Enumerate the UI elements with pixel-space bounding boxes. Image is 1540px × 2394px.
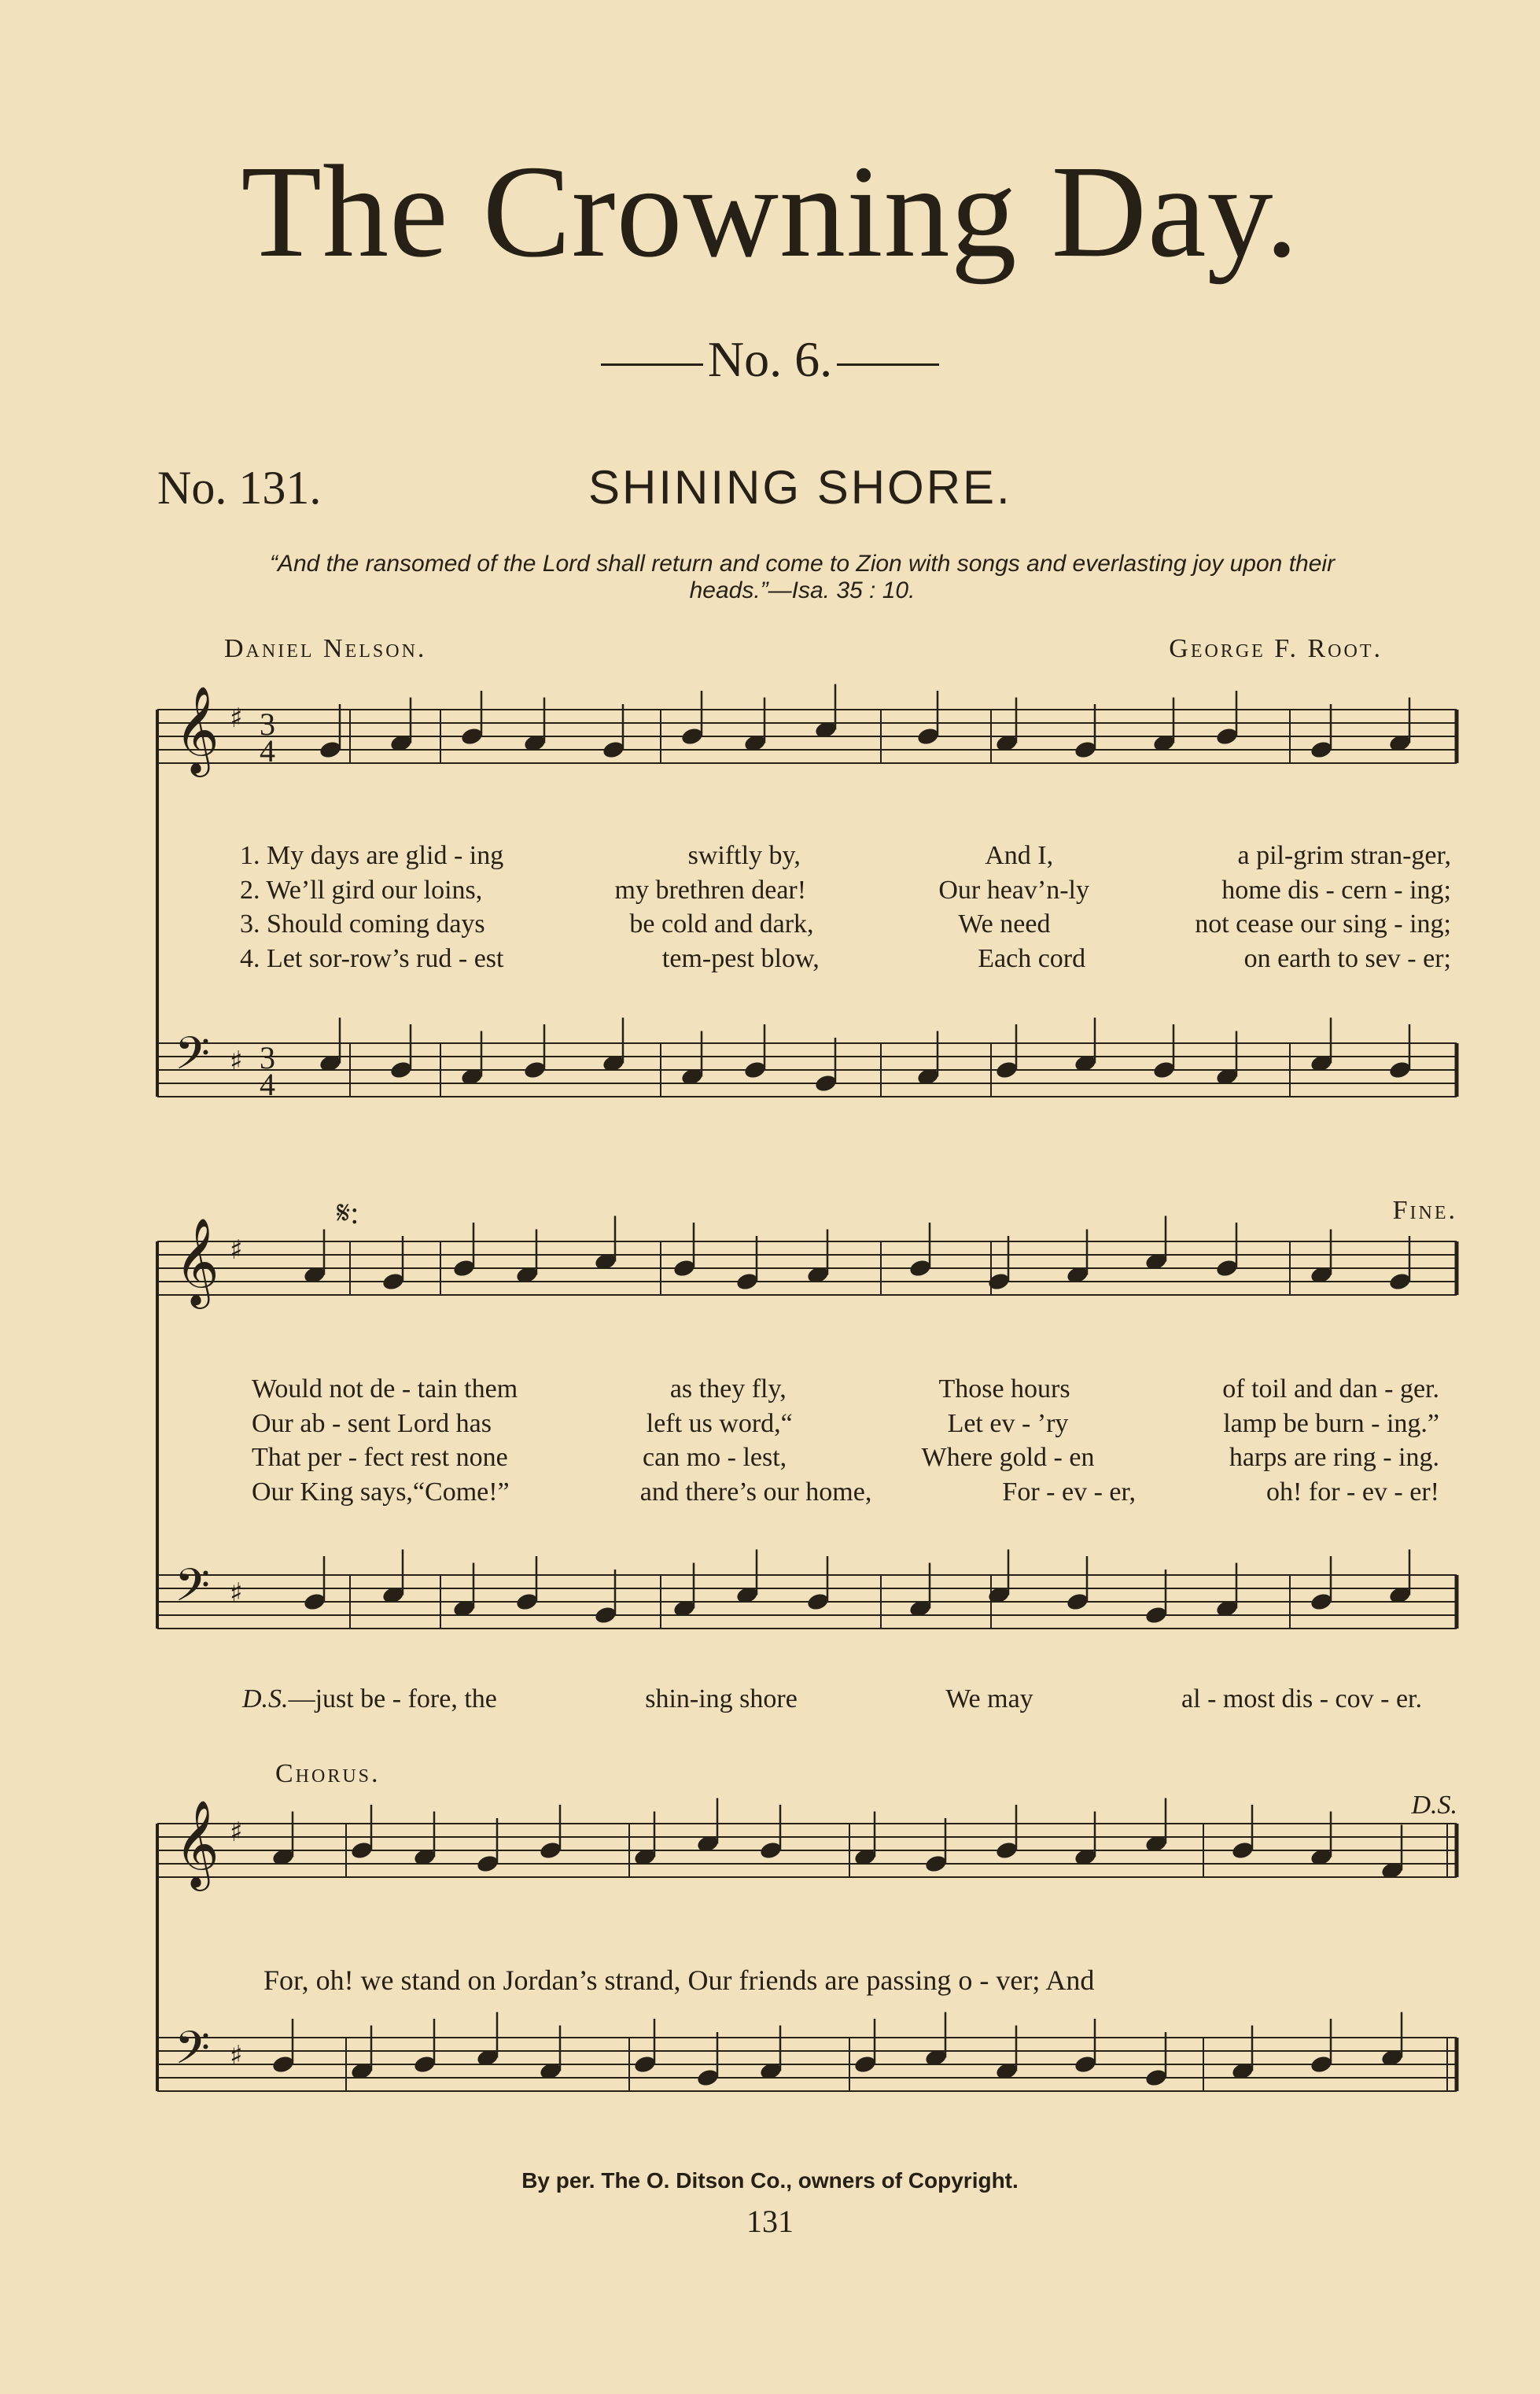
note-head [759,1840,783,1861]
verse-text: We may [945,1684,1033,1713]
fine-mark: Fine. [1392,1196,1457,1225]
note-head [995,1840,1019,1861]
verse-2 [240,873,1451,908]
verse-text: Our heav’n-ly [938,875,1089,905]
verse-text: my brethren dear! [614,875,807,905]
ds-mark: D.S. [1411,1791,1457,1820]
continuation-3 [252,1440,1439,1475]
ds-segment [242,1684,497,1714]
composer-credit: George F. Root. [1169,634,1383,663]
verse-text: a pil-grim stran-ger, [1237,841,1451,870]
scripture-epigraph: “And the ransomed of the Lord shall return and come to Zion with songs and everlasting joy upon their heads.”—Isa. 35 : 10. [269,551,1336,603]
verse-text: al - most dis - cov - er. [1181,1684,1422,1713]
verse-text: lamp be burn - ing.” [1223,1408,1439,1438]
verse-text: 2. We’ll gird our loins, [240,875,483,905]
note-head [1144,1605,1169,1625]
note-head [680,726,705,747]
verses-block [240,839,1451,976]
note-head [995,1060,1019,1080]
note-head [853,2054,878,2075]
verse-text: 1. My days are glid - ing [240,841,504,870]
book-number-text: No. 6. [707,331,833,387]
note-head [806,1592,831,1612]
note-head [743,1060,768,1080]
ds-line-label: D.S. [242,1684,289,1713]
note-head [1310,1592,1334,1612]
time-signature-bottom: 4 [260,733,275,769]
note-head [381,1271,406,1292]
note-head [389,1060,414,1080]
verse-text: Our ab - sent Lord has [252,1408,492,1438]
note-head [735,1271,760,1292]
time-signature-bottom: 4 [260,1067,275,1102]
continuation-4 [252,1475,1439,1510]
note-head [908,1258,933,1278]
verse-text: oh! for - ev - er! [1266,1477,1439,1507]
sharp-sign: ♯ [230,2040,243,2071]
note-head [319,740,343,760]
verse-text: of toil and dan - ger. [1222,1374,1439,1404]
verse-text: Our King says,“Come!” [252,1477,510,1507]
page-number: 131 [746,2204,794,2239]
verse-text: swiftly by, [687,841,801,870]
note-head [1152,1060,1177,1080]
note-head [1388,1060,1413,1080]
lyricist-credit: Daniel Nelson. [224,634,427,663]
verse-text: Those hours [938,1374,1070,1404]
note-head [350,1840,374,1861]
note-head [924,1854,949,1874]
note-head [476,1854,500,1874]
verse-text: 4. Let sor-row’s rud - est [240,943,504,973]
note-head [672,1258,697,1278]
note-head [1074,740,1098,760]
verse-text: can mo - lest, [643,1443,787,1472]
note-head [696,2068,720,2088]
time-signature-top: 3 [260,706,275,742]
treble-clef: 𝄞 [175,1217,219,1305]
sharp-sign: ♯ [230,1577,243,1609]
verse-text: home dis - cern - ing; [1221,875,1451,905]
verse-text: For - ev - er, [1002,1477,1136,1507]
note-head [814,1073,838,1094]
verse-text: as they fly, [669,1374,787,1404]
note-head [1144,2068,1169,2088]
note-head [413,2054,437,2075]
note-head [633,2054,658,2075]
note-head [1310,740,1334,760]
verse-text: And I, [985,841,1054,870]
verse-text: harps are ring - ing. [1229,1443,1439,1472]
ds-line [242,1684,1422,1714]
verse-text: shin-ing shore [645,1684,798,1713]
note-head [1215,1258,1240,1278]
verse-text: be cold and dark, [629,909,814,939]
verse-text: tem-pest blow, [661,943,820,973]
note-head [539,1840,563,1861]
note-head [1231,1840,1255,1861]
book-title: The Crowning Day. [241,138,1299,285]
verse-text: 3. Should coming days [240,909,485,939]
copyright-footer: By per. The O. Ditson Co., owners of Copyright. [521,2168,1019,2193]
note-head [594,1605,618,1625]
verse-text: That per - fect rest none [252,1443,508,1472]
bass-clef: 𝄢 [175,1027,211,1091]
bass-clef: 𝄢 [175,1558,211,1623]
chorus-lyrics: For, oh! we stand on Jordan’s strand, Our friends are passing o - ver; And [263,1964,1095,1996]
note-head [523,1060,547,1080]
sharp-sign: ♯ [230,1234,243,1266]
note-head [452,1258,477,1278]
note-head [460,726,484,747]
note-head [1066,1592,1090,1612]
verse-text: on earth to sev - er; [1243,943,1451,973]
verse-text: Would not de - tain them [252,1374,518,1404]
verse-4 [240,942,1451,976]
treble-clef: 𝄞 [175,685,219,773]
note-head [602,740,626,760]
continuation-1 [252,1372,1439,1407]
sharp-sign: ♯ [230,1817,243,1848]
note-head [303,1592,327,1612]
hymn-number: No. 131. [157,462,322,514]
bass-clef: 𝄢 [175,2021,211,2086]
note-head [515,1592,540,1612]
time-signature-top: 3 [260,1040,275,1075]
note-head [1388,1271,1413,1292]
sharp-sign: ♯ [230,1046,243,1077]
verse-text: and there’s our home, [639,1477,872,1507]
continuation-2 [252,1407,1439,1441]
note-head [271,2054,296,2075]
verse-text: —just be - fore, the [288,1684,497,1713]
verse-text: Where gold - en [921,1443,1095,1472]
verse-text: We need [958,909,1051,939]
verse-text: not cease our sing - ing; [1195,909,1451,939]
note-head [1074,2054,1098,2075]
verse-text: left us word,“ [646,1408,793,1438]
verse-3 [240,907,1451,942]
segno-mark: 𝄋: [337,1195,359,1230]
continuation-block [252,1372,1439,1509]
verse-1 [240,839,1451,873]
note-head [1215,726,1240,747]
chorus-label: Chorus. [275,1759,381,1788]
note-head [1310,2054,1334,2075]
verse-text: Let ev - ’ry [947,1408,1069,1438]
treble-clef: 𝄞 [175,1799,219,1887]
verse-text: Each cord [978,943,1086,973]
note-head [916,726,941,747]
hymn-title: SHINING SHORE. [588,461,1012,514]
sharp-sign: ♯ [230,703,243,734]
